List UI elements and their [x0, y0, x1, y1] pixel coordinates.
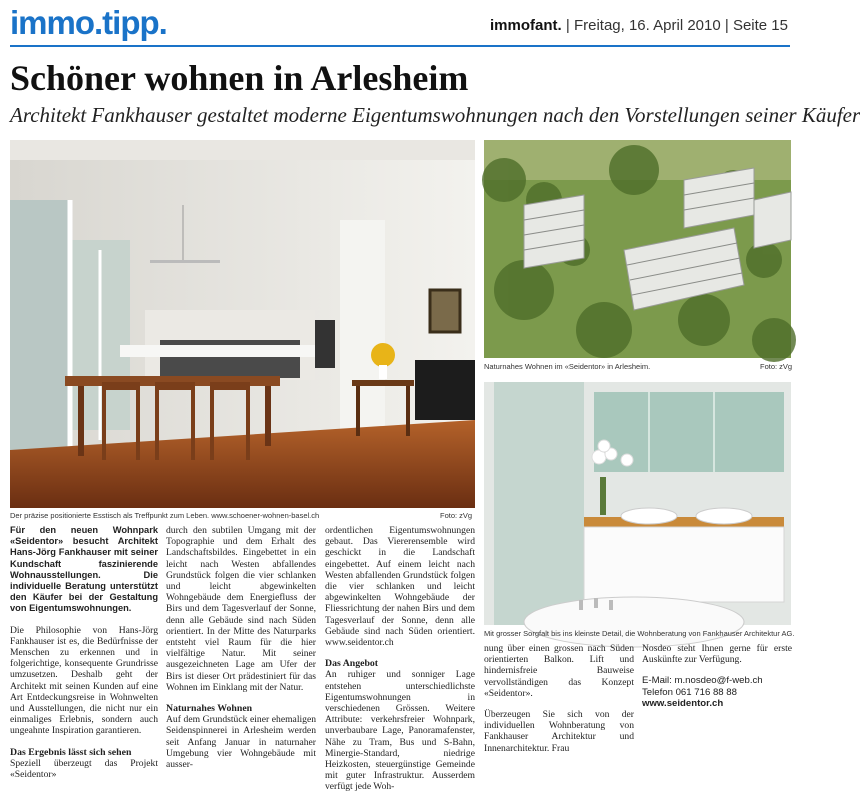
publication-name: immofant. — [490, 17, 562, 34]
article-paragraph: An ruhiger und sonniger Lage entstehen unterschiedlichste Eigentumswohnungen in verschiedenen Grössen. Weitere Attribute: verkehrsfreier Wohnpark, unverbaubare Lage, Panoramafenster, Nähe zu Tram, Bus und S-Bahn, Minergie-Standard, niedrige Heizkosten, steuergünstige Gemeinde mit guter Infrastruktur. Ausserdem verfügt jede Woh- — [325, 669, 475, 793]
contact-website[interactable]: www.seidentor.ch — [642, 697, 724, 709]
subhead: Architekt Fankhauser gestaltet moderne Eigentumswohnungen nach den Vorstellungen seiner Käufer — [10, 103, 860, 127]
header-rule — [10, 45, 790, 47]
article-paragraph: ordentlichen Eigentumswohnungen gebaut. Das Viererensemble wird geschickt in die Landschaft eingebettet. Auf einem leicht nach Westen abfallenden Grundstück folgen die vier schlanken und leicht abgewinkelten Wohngebäude der Fliessrichtung der nahen Birs und dem Tagesverlauf der Sonne, denn alle Gebäude sind nach Süden orientiert. www.seidentor.ch — [325, 525, 475, 649]
section-heading: Das Angebot — [325, 658, 379, 670]
column-1 — [10, 525, 158, 781]
article-paragraph: Auf dem Grundstück einer ehemaligen Seidenspinnerei in Arlesheim werden seit Anfang Januar in naturnaher Umgebung vier Wohngebäude mit ausser- — [166, 714, 316, 771]
kitchen-caption: Der präzise positionierte Esstisch als Treffpunkt zum Leben. www.schoener-wohnen-basel.ch — [10, 511, 320, 520]
article-paragraph: durch den subtilen Umgang mit der Topographie und dem Erhalt des Landschaftsbildes. Eingebettet in ein leicht nach Westen abfallendes Grundstück folgen die vier schlanken und leicht abgewinkelten Wohngebäude dem Energiefluss der Birs und dem Tagesverlauf der Sonne, denn alle Gebäude sind nach Süden orientiert. In der Mitte des Naturparks entsteht viel Raum für die hier vielfältige Natur. Mit seiner ausgezeichneten Lage am Ufer der Birs ist dieser Ort prädestiniert für das Wohnen im Einklang mit der Natur. — [166, 525, 316, 693]
article-paragraph: nung über einen grossen nach Süden orientierten Balkon. Lift und hindernisfreie Bauweise vervollständigen das Konzept «Seidentor». — [484, 643, 634, 699]
column-5 — [642, 643, 792, 747]
contact-email[interactable]: E-Mail: m.nosdeo@f-web.ch — [642, 675, 763, 687]
bathroom-caption: Mit grosser Sorgfalt bis ins kleinste Detail, die Wohnberatung von Fankhauser Architektur AG. — [484, 629, 795, 638]
aerial-caption: Naturnahes Wohnen im «Seidentor» in Arlesheim. — [484, 362, 651, 371]
section-heading: Naturnahes Wohnen — [166, 703, 253, 715]
separator: | — [565, 17, 570, 34]
column-2 — [166, 525, 316, 771]
kitchen-credit: Foto: zVg — [440, 511, 473, 520]
kitchen-photo — [10, 140, 475, 508]
brand-logo: immo.tipp. — [10, 4, 167, 41]
page-number: Seite 15 — [732, 17, 788, 34]
article-lead: Für den neuen Wohnpark «Seidentor» besucht Architekt Hans-Jörg Fankhauser mit seiner Kundschaft faszinierende Wohnausstellungen. Die individuelle Beratung unterstützt den Käufer bei der Gestaltung von Eigentumswohnungen. — [10, 525, 158, 614]
aerial-credit: Foto: zVg — [760, 362, 793, 371]
article-paragraph: Nosdeo steht Ihnen gerne für erste Auskünfte zur Verfügung. — [642, 643, 792, 666]
page-info — [490, 17, 788, 34]
section-heading: Das Ergebnis lässt sich sehen — [10, 746, 132, 758]
issue-date: Freitag, 16. April 2010 — [573, 17, 721, 34]
column-4 — [484, 643, 634, 754]
aerial-photo — [484, 140, 791, 358]
article-paragraph: Die Philosophie von Hans-Jörg Fankhauser ist es, die Bedürfnisse der Menschen zu erkennen und in folgerichtige, konsequente Grundrisse umzusetzen. Deshalb geht der Architekt mit seinen Kunden auf eine Art Entdeckungsreise in Wohnwelten und Ausstellungen, die nicht nur ein einmaliges Erlebnis, sondern auch ungeahnte Inspiration garantieren. — [10, 624, 158, 737]
column-3 — [325, 525, 475, 793]
article-paragraph: Überzeugen Sie sich von der individuellen Wohnberatung von Fankhauser Architektur und Innenarchitektur. Frau — [484, 709, 634, 754]
contact-phone: Telefon 061 716 88 88 — [642, 686, 737, 698]
separator: | — [724, 17, 729, 34]
article-paragraph: Speziell überzeugt das Projekt «Seidentor» — [10, 757, 158, 781]
headline: Schöner wohnen in Arlesheim — [10, 58, 469, 98]
bathroom-photo — [484, 382, 791, 625]
